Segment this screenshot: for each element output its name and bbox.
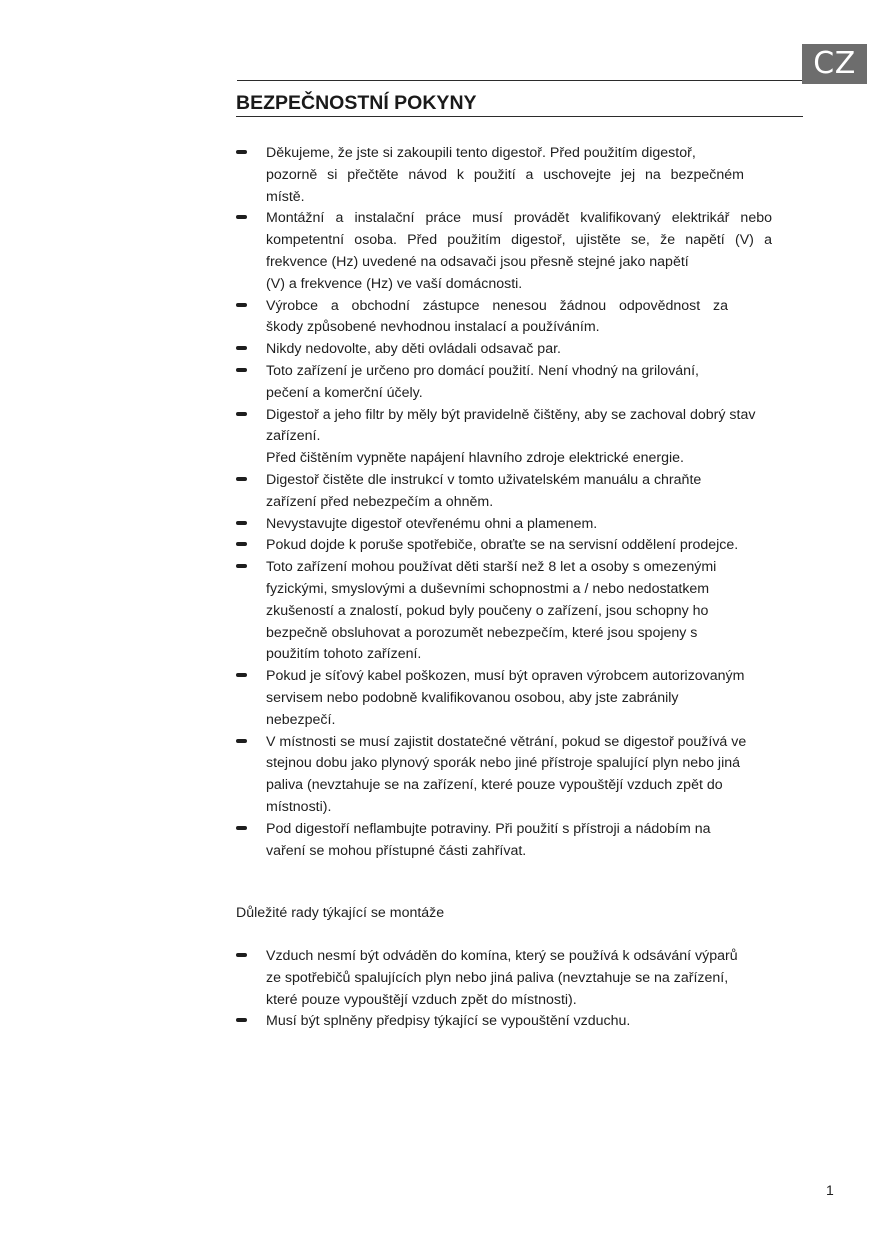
item-line: servisem nebo podobně kvalifikovanou osobou, aby jste zabránily <box>266 689 679 706</box>
item-line: Toto zařízení je určeno pro domácí použití. Není vhodný na grilování, <box>266 362 699 379</box>
item-line: Pokud dojde k poruše spotřebiče, obraťte se na servisní oddělení prodejce. <box>266 537 739 554</box>
item-line: vaření se mohou přístupné části zahřívat. <box>266 842 527 859</box>
item-line: pozorně si přečtěte návod k použití a uschovejte jej na bezpečném <box>266 166 744 183</box>
item-line: Digestoř a jeho filtr by měly být pravidelně čištěny, aby se zachoval dobrý stav <box>266 406 756 423</box>
bullet-dash-icon <box>236 826 247 830</box>
item-line: škody způsobené nevhodnou instalací a používáním. <box>266 319 600 336</box>
list-item <box>236 666 796 731</box>
bullet-dash-icon <box>236 477 247 481</box>
bullet-dash-icon <box>236 303 247 307</box>
item-line: Vzduch nesmí být odváděn do komína, který se používá k odsávání výparů <box>266 948 738 964</box>
item-line: pečení a komerční účely. <box>266 384 423 401</box>
item-line: V místnosti se musí zajistit dostatečné větrání, pokud se digestoř používá ve <box>266 733 747 750</box>
item-line: nebezpečí. <box>266 711 336 728</box>
list-item <box>236 296 796 340</box>
list-item <box>236 143 796 208</box>
safety-instructions-list <box>236 143 796 862</box>
item-line: použitím tohoto zařízení. <box>266 646 422 663</box>
list-item <box>236 339 796 361</box>
page-title: BEZPEČNOSTNÍ POKYNY <box>236 90 803 117</box>
list-item <box>236 946 796 1011</box>
bullet-dash-icon <box>236 673 247 677</box>
item-line: Toto zařízení mohou používat děti starší než 8 let a osoby s omezenými <box>266 559 717 576</box>
item-line: zařízení před nebezpečím a ohněm. <box>266 493 494 510</box>
item-line: zkušeností a znalostí, pokud byly poučeny o zařízení, jsou schopny ho <box>266 602 709 619</box>
bullet-dash-icon <box>236 564 247 568</box>
item-line: místě. <box>266 188 305 205</box>
bullet-dash-icon <box>236 521 247 525</box>
top-divider <box>237 80 802 81</box>
section-subheading: Důležité rady týkající se montáže <box>236 905 445 921</box>
item-line: Pokud je síťový kabel poškozen, musí být opraven výrobcem autorizovaným <box>266 668 745 685</box>
item-line: Nevystavujte digestoř otevřenému ohni a plamenem. <box>266 515 598 532</box>
list-item <box>236 470 796 514</box>
bullet-dash-icon <box>236 542 247 546</box>
page-number: 1 <box>826 1182 834 1198</box>
item-line: zařízení. <box>266 428 321 445</box>
installation-tips-list <box>236 946 796 1033</box>
list-item <box>236 361 796 405</box>
list-item <box>236 819 796 863</box>
bullet-dash-icon <box>236 215 247 219</box>
bullet-dash-icon <box>236 346 247 350</box>
item-line: ze spotřebičů spalujících plyn nebo jiná paliva (nevztahuje se na zařízení, <box>266 969 729 986</box>
list-item <box>236 405 796 470</box>
item-line: fyzickými, smyslovými a duševními schopnostmi a / nebo nedostatkem <box>266 580 710 597</box>
item-line: Před čištěním vypněte napájení hlavního zdroje elektrické energie. <box>266 450 684 467</box>
item-line: Musí být splněny předpisy týkající se vypouštění vzduchu. <box>266 1013 631 1030</box>
list-item <box>236 557 796 666</box>
item-line: Nikdy nedovolte, aby děti ovládali odsavač par. <box>266 341 561 358</box>
item-line: bezpečně obsluhovat a porozumět nebezpečím, které jsou spojeny s <box>266 624 698 641</box>
item-line: Výrobce a obchodní zástupce nenesou žádnou odpovědnost za <box>266 297 728 314</box>
item-line: Pod digestoří neflambujte potraviny. Při použití s přístroji a nádobím na <box>266 820 711 837</box>
item-line: Digestoř čistěte dle instrukcí v tomto uživatelském manuálu a chraňte <box>266 471 702 488</box>
item-line: stejnou dobu jako plynový sporák nebo jiné přístroje spalující plyn nebo jiná <box>266 755 740 772</box>
bullet-dash-icon <box>236 412 247 416</box>
item-line: místnosti). <box>266 798 332 815</box>
item-line: (V) a frekvence (Hz) ve vaší domácnosti. <box>266 275 523 292</box>
item-line: kompetentní osoba. Před použitím digestoř, ujistěte se, že napětí (V) a <box>266 232 772 249</box>
bullet-dash-icon <box>236 739 247 743</box>
item-line: Děkujeme, že jste si zakoupili tento digestoř. Před použitím digestoř, <box>266 145 696 161</box>
list-item <box>236 1011 796 1033</box>
item-line: které pouze vypouštějí vzduch zpět do místnosti). <box>266 991 577 1008</box>
item-line: frekvence (Hz) uvedené na odsavači jsou přesně stejné jako napětí <box>266 253 689 270</box>
bullet-dash-icon <box>236 368 247 372</box>
bullet-dash-icon <box>236 1018 247 1022</box>
item-line: paliva (nevztahuje se na zařízení, které pouze vypouštějí vzduch zpět do <box>266 777 723 794</box>
list-item <box>236 535 796 557</box>
list-item <box>236 732 796 819</box>
item-line: Montážní a instalační práce musí provádět kvalifikovaný elektrikář nebo <box>266 210 772 227</box>
list-item <box>236 514 796 536</box>
language-tab: CZ <box>802 44 867 84</box>
bullet-dash-icon <box>236 150 247 154</box>
bullet-dash-icon <box>236 953 247 957</box>
list-item <box>236 208 796 295</box>
